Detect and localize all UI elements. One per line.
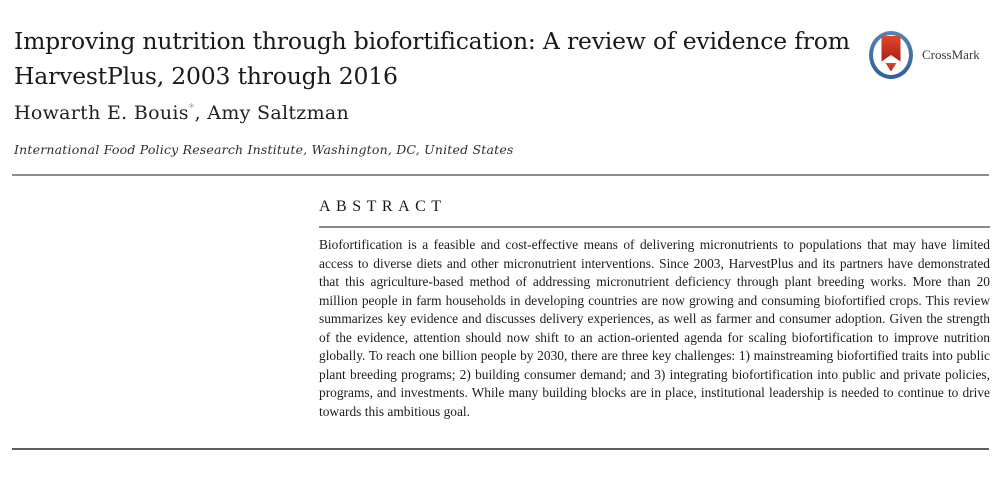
paper-title [14, 24, 859, 94]
footer-divider [12, 448, 989, 450]
affiliation: International Food Policy Research Institute, Washington, DC, United States [14, 142, 514, 157]
crossmark-badge[interactable] [868, 30, 980, 80]
header-divider [12, 174, 989, 176]
crossmark-label: CrossMark [922, 47, 980, 62]
abstract-divider [319, 226, 990, 228]
abstract-text: Biofortification is a feasible and cost-effective means of delivering micronutrients to populations that may have limited access to diverse diets and other micronutrient interventions. Since 2003, HarvestPlus and its partners have demonstrated that this agriculture-based method of addressing micronutrient deficiency through plant breeding works. More than 20 million people in farm households in developing countries are now growing and consuming biofortified crops. This review summarizes key evidence and discusses delivery experiences, as well as farmer and consumer adoption. Given the strength of the evidence, attention should now shift to an action-oriented agenda for scaling biofortification to improve nutrition globally. To reach one billion people by 2030, there are three key challenges: 1) mainstreaming biofortified traits into public plant breeding programs; 2) building consumer demand; and 3) integrating biofortification into public and private policies, programs, and investments. While many building blocks are in place, institutional leadership is needed to continue to drive towards this ambitious goal. [319, 237, 990, 419]
author-list [14, 102, 349, 124]
abstract-section [319, 198, 990, 421]
corresponding-author-marker[interactable]: * [188, 101, 195, 115]
author-name-2: , Amy Saltzman [194, 102, 350, 124]
author-name-1: Howarth E. Bouis [14, 102, 189, 124]
crossmark-icon [868, 30, 915, 80]
paper-title-line2: HarvestPlus, 2003 through 2016 [14, 62, 398, 90]
paper-title-line1: Improving nutrition through biofortification: A review of evidence from [14, 27, 850, 55]
abstract-heading: ABSTRACT [319, 198, 447, 215]
